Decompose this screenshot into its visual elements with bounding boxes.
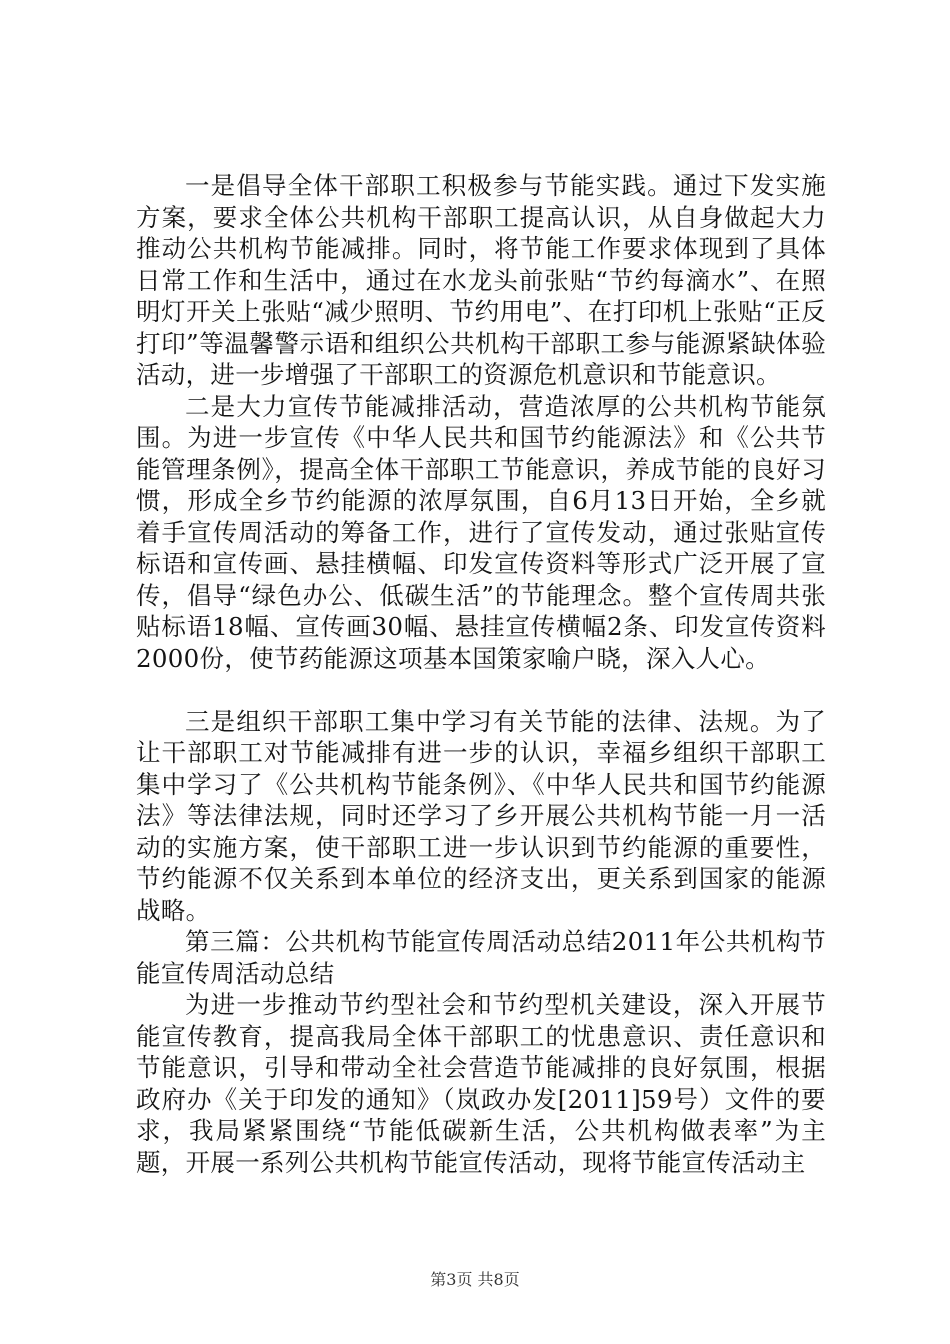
paragraph-summary-intro: 为进一步推动节约型社会和节约型机关建设，深入开展节能宣传教育，提高我局全体干部职工的忧患意识、责任意识和节能意识，引导和带动全社会营造节能减排的良好氛围，根据政府办《关于印发的通知》（岚政办发[2011]59号）文件的要求，我局紧紧围绕“节能低碳新生活，公共机构做表率”为主题，开展一系列公共机构节能宣传活动，现将节能宣传活动主: [136, 990, 826, 1177]
paragraph-energy-practice: 一是倡导全体干部职工积极参与节能实践。通过下发实施方案，要求全体公共机构干部职工提高认识，从自身做起大力推动公共机构节能减排。同时，将节能工作要求体现到了具体日常工作和生活中，通过在水龙头前张贴“节约每滴水”、在照明灯开关上张贴“减少照明、节约用电”、在打印机上张贴“正反打印”等温馨警示语和组织公共机构干部职工参与能源紧缺体验活动，进一步增强了干部职工的资源危机意识和节能意识。: [136, 171, 826, 389]
document-body: [136, 170, 826, 1178]
paragraph-energy-publicity: 二是大力宣传节能减排活动，营造浓厚的公共机构节能氛围。为进一步宣传《中华人民共和国节约能源法》和《公共节能管理条例》，提高全体干部职工节能意识，养成节能的良好习惯，形成全乡节约能源的浓厚氛围，自6月13日开始，全乡就着手宣传周活动的筹备工作，进行了宣传发动，通过张贴宣传标语和宣传画、悬挂横幅、印发宣传资料等形式广泛开展了宣传，倡导“绿色办公、低碳生活”的节能理念。整个宣传周共张贴标语18幅、宣传画30幅、悬挂宣传横幅2条、印发宣传资料2000份，使节药能源这项基本国策家喻户晓，深入人心。: [136, 391, 826, 673]
paragraph-law-study: 三是组织干部职工集中学习有关节能的法律、法规。为了让干部职工对节能减排有进一步的认识，幸福乡组织干部职工集中学习了《公共机构节能条例》、《中华人民共和国节约能源法》等法律法规，同时还学习了乡开展公共机构节能一月一活动的实施方案，使干部职工进一步认识到节约能源的重要性，节约能源不仅关系到本单位的经济支出，更关系到国家的能源战略。: [136, 706, 826, 925]
page-number-footer: 第3页 共8页: [430, 1270, 520, 1289]
paragraph-spacer: [136, 674, 826, 706]
section-heading: 第三篇：公共机构节能宣传周活动总结2011年公共机构节能宣传周活动总结: [136, 927, 826, 988]
